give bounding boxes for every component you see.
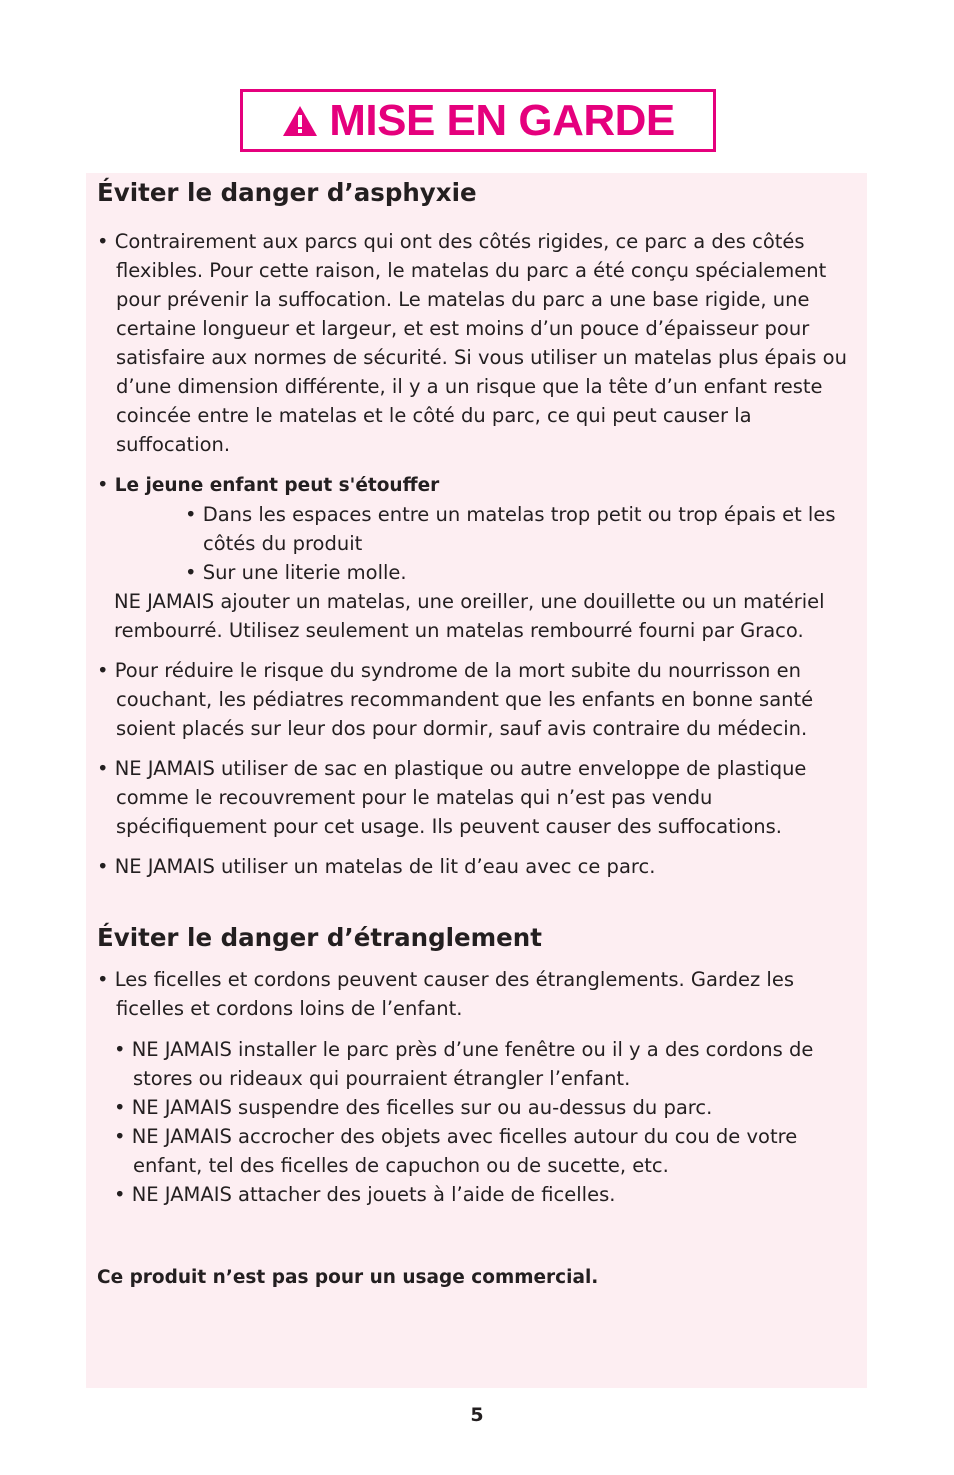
page-number: 5 <box>470 1404 484 1426</box>
paragraph-plastic-bag: • NE JAMAIS utiliser de sac en plastique ou autre enveloppe de plastique comme le recouvrement pour le matelas qui n’est pas vendu spécifiquement pour cet usage. Ils peuvent causer des suffocations. <box>97 757 807 838</box>
infant-suffocate-label: Le jeune enfant peut s'étouffer <box>114 475 440 496</box>
sub-item-soft-bedding: • Sur une literie molle. <box>185 561 407 584</box>
warning-triangle-icon <box>281 104 319 138</box>
paragraph-flexible-sides: • Contrairement aux parcs qui ont des côtés rigides, ce parc a des côtés flexibles. Pour cette raison, le matelas du parc a été conçu spécialement pour prévenir la suffocation. Le matelas du parc a une base rigide, une certaine longueur et largeur, et est moins d’un pouce d’épaisseur pour satisfaire aux normes de sécurité. Si vous utiliser un matelas plus épais ou d’une dimension différente, il y a un risque que la tête d’un enfant reste coincée entre le matelas et le côté du parc, ce qui peut causer la suffocation. <box>97 230 847 456</box>
paragraph-infant-suffocate <box>97 470 857 500</box>
heading-strangulation: Éviter le danger d’étranglement <box>97 923 542 952</box>
warning-content <box>97 174 857 1292</box>
list-item: • NE JAMAIS accrocher des objets avec ficelles autour du cou de votre enfant, tel des ficelles de capuchon ou de sucette, etc. <box>114 1125 798 1177</box>
commercial-use-note: Ce produit n’est pas pour un usage commercial. <box>97 1267 599 1288</box>
strangulation-list <box>97 1035 857 1209</box>
list-item: • NE JAMAIS installer le parc près d’une fenêtre ou il y a des cordons de stores ou rideaux qui pourraient étrangler l’enfant. <box>114 1038 814 1090</box>
paragraph-sids: • Pour réduire le risque du syndrome de la mort subite du nourrisson en couchant, les pédiatres recommandent que les enfants en bonne santé soient placés sur leur dos pour dormir, sauf avis contraire du médecin. <box>97 659 814 740</box>
paragraph-never-add-mattress: NE JAMAIS ajouter un matelas, une oreiller, une douillette ou un matériel rembourré. Utilisez seulement un matelas rembourré fourni par Graco. <box>114 590 825 642</box>
warning-banner <box>240 89 716 152</box>
list-item: • NE JAMAIS attacher des jouets à l’aide de ficelles. <box>114 1183 616 1206</box>
list-item: • NE JAMAIS suspendre des ficelles sur ou au-dessus du parc. <box>114 1096 713 1119</box>
sub-item-gaps-text: • Dans les espaces entre un matelas trop petit ou trop épais et les côtés du produit <box>185 503 836 555</box>
paragraph-strings-cords: • Les ficelles et cordons peuvent causer des étranglements. Gardez les ficelles et cordons loins de l’enfant. <box>97 968 795 1020</box>
banner-title: MISE EN GARDE <box>329 95 675 145</box>
bullet-marker: • <box>97 473 115 496</box>
paragraph-waterbed: • NE JAMAIS utiliser un matelas de lit d’eau avec ce parc. <box>97 855 656 878</box>
sub-item-gaps <box>97 500 857 558</box>
heading-suffocation: Éviter le danger d’asphyxie <box>97 178 477 207</box>
